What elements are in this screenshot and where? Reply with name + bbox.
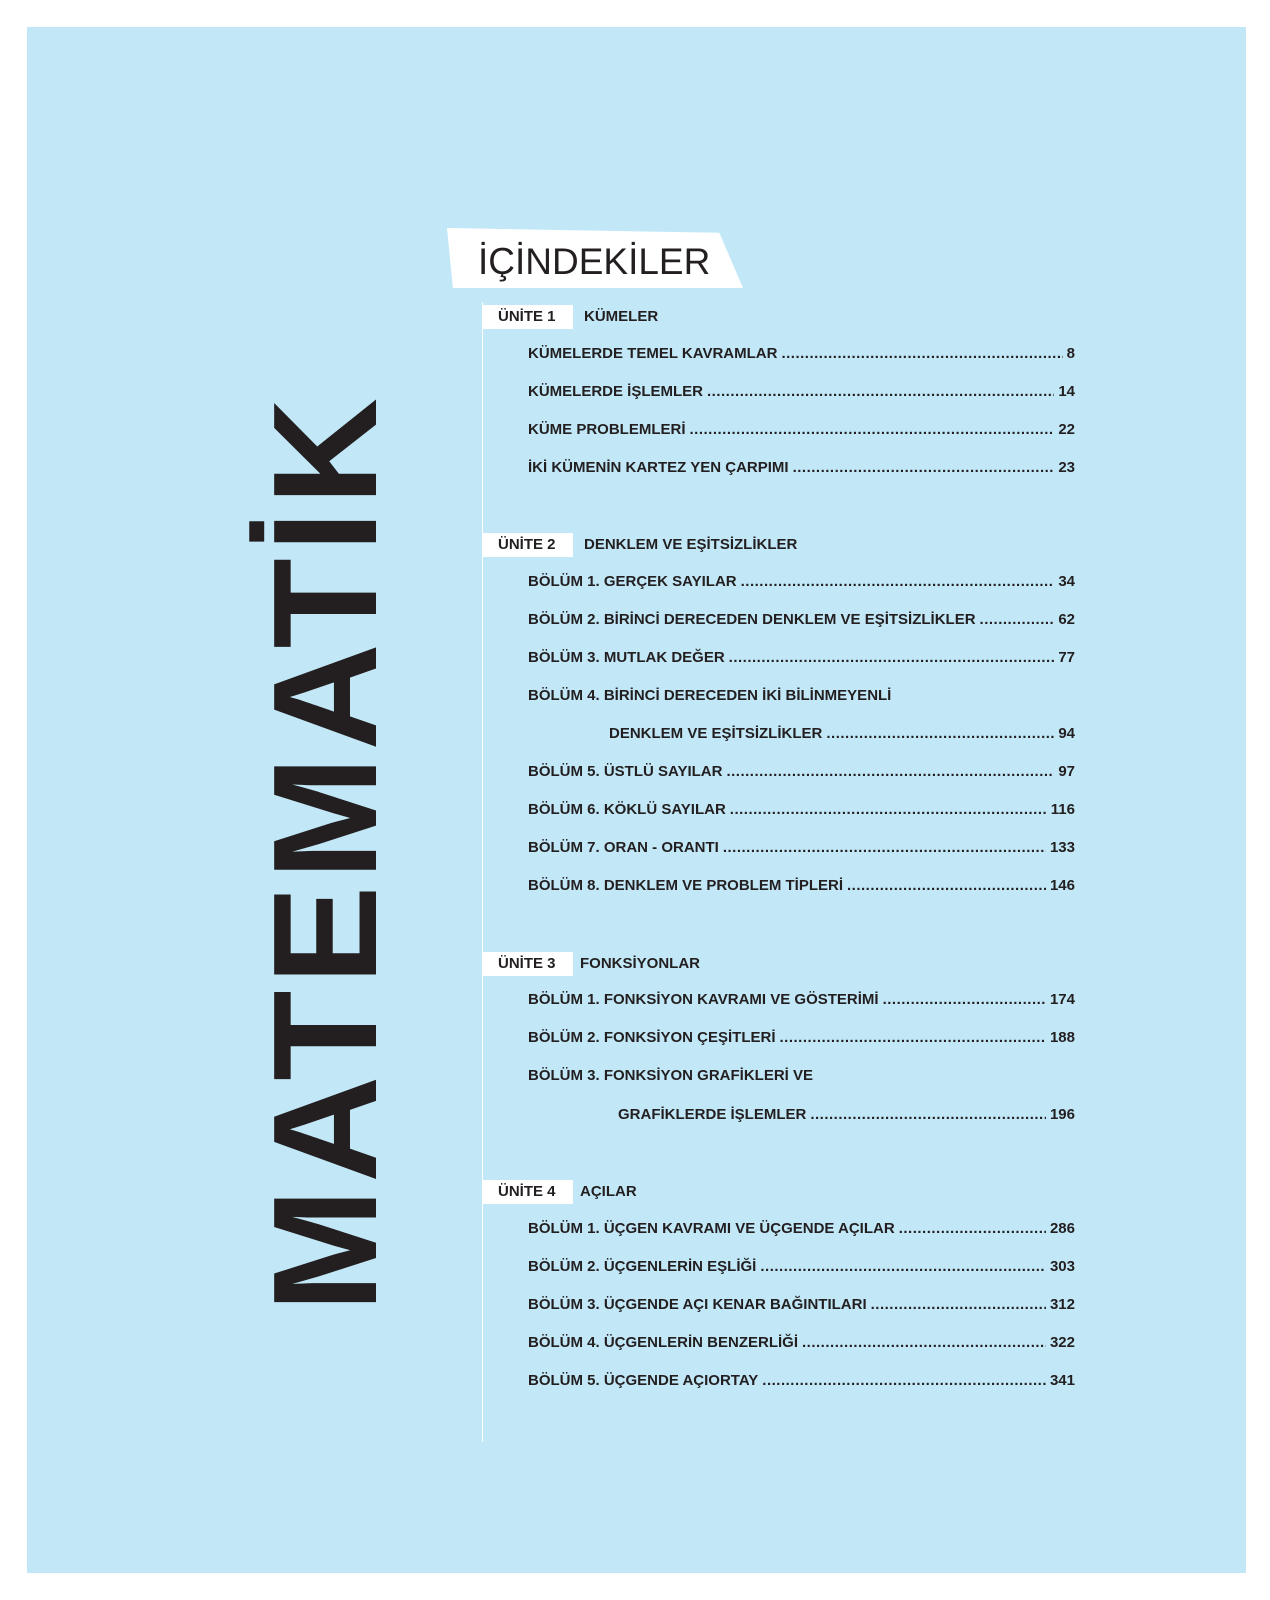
toc-entry-page: 341 xyxy=(1049,1372,1075,1389)
dot-leader xyxy=(899,1220,1046,1237)
toc-entry-page: 116 xyxy=(1050,801,1075,818)
toc-entry-label: BÖLÜM 7. ORAN - ORANTI xyxy=(528,839,719,856)
toc-entry-heading[interactable] xyxy=(528,687,891,707)
toc-entry-label: GRAFİKLERDE İŞLEMLER xyxy=(618,1106,807,1123)
contents-heading: İÇİNDEKİLER xyxy=(478,241,711,282)
unit-tag: ÜNİTE 3 xyxy=(483,952,573,976)
toc-entry-heading[interactable] xyxy=(528,1067,813,1087)
toc-entry[interactable] xyxy=(528,1220,1075,1240)
dot-leader xyxy=(726,763,1054,780)
toc-entry-label: BÖLÜM 2. ÜÇGENLERİN EŞLİĞİ xyxy=(528,1258,757,1275)
toc-entry[interactable] xyxy=(528,611,1075,631)
toc-entry[interactable] xyxy=(528,421,1075,441)
toc-entry[interactable] xyxy=(528,1106,1075,1126)
toc-entry-label: DENKLEM VE EŞİTSİZLİKLER xyxy=(609,725,823,742)
dot-leader xyxy=(793,459,1055,476)
toc-entry-label: BÖLÜM 4. ÜÇGENLERİN BENZERLİĞİ xyxy=(528,1334,799,1351)
toc-entry-label: BÖLÜM 8. DENKLEM VE PROBLEM TİPLERİ xyxy=(528,877,844,894)
toc-entry[interactable] xyxy=(528,459,1075,479)
toc-entry[interactable] xyxy=(528,839,1075,859)
toc-entry-page: 8 xyxy=(1066,345,1075,362)
toc-entry-label: BÖLÜM 2. FONKSİYON ÇEŞİTLERİ xyxy=(528,1029,776,1046)
toc-entry-label: BÖLÜM 6. KÖKLÜ SAYILAR xyxy=(528,801,726,818)
toc-entry-page: 312 xyxy=(1049,1296,1075,1313)
toc-entry[interactable] xyxy=(528,763,1075,783)
toc-entry[interactable] xyxy=(528,991,1075,1011)
toc-entry-page: 14 xyxy=(1058,383,1075,400)
unit-tag: ÜNİTE 2 xyxy=(483,533,573,557)
dot-leader xyxy=(723,839,1046,856)
toc-entry[interactable] xyxy=(528,725,1075,745)
dot-leader xyxy=(741,573,1055,590)
toc-entry[interactable] xyxy=(528,1296,1075,1316)
toc-entry-label: BÖLÜM 3. FONKSİYON GRAFİKLERİ VE xyxy=(528,1067,814,1084)
unit-tag: ÜNİTE 4 xyxy=(483,1180,573,1204)
toc-entry-label: BÖLÜM 1. FONKSİYON KAVRAMI VE GÖSTERİMİ xyxy=(528,991,879,1008)
toc-entry-page: 97 xyxy=(1058,763,1075,780)
unit-tag: ÜNİTE 1 xyxy=(483,305,573,329)
dot-leader xyxy=(980,611,1055,628)
toc-divider-line xyxy=(482,302,483,1442)
toc-entry[interactable] xyxy=(528,1029,1075,1049)
toc-entry-page: 286 xyxy=(1049,1220,1075,1237)
dot-leader xyxy=(883,991,1046,1008)
toc-entry-label: BÖLÜM 1. ÜÇGEN KAVRAMI VE ÜÇGENDE AÇILAR xyxy=(528,1220,895,1237)
toc-entry-page: 23 xyxy=(1058,459,1075,476)
dot-leader xyxy=(690,421,1055,438)
toc-entry[interactable] xyxy=(528,877,1075,897)
toc-entry-page: 303 xyxy=(1049,1258,1075,1275)
dot-leader xyxy=(729,649,1055,666)
toc-entry-label: KÜMELERDE TEMEL KAVRAMLAR xyxy=(528,345,778,362)
dot-leader xyxy=(847,877,1046,894)
toc-entry[interactable] xyxy=(528,383,1075,403)
unit-title: FONKSİYONLAR xyxy=(580,955,700,972)
toc-entry-page: 77 xyxy=(1058,649,1075,666)
toc-entry-page: 22 xyxy=(1058,421,1075,438)
dot-leader xyxy=(826,725,1054,742)
toc-entry-page: 34 xyxy=(1058,573,1075,590)
toc-entry-label: KÜMELERDE İŞLEMLER xyxy=(528,383,704,400)
dot-leader xyxy=(871,1296,1046,1313)
toc-entry-label: BÖLÜM 1. GERÇEK SAYILAR xyxy=(528,573,737,590)
dot-leader xyxy=(730,801,1047,818)
toc-entry-label: BÖLÜM 2. BİRİNCİ DERECEDEN DENKLEM VE EŞİTSİZLİKLER xyxy=(528,611,976,628)
toc-entry[interactable] xyxy=(528,1372,1075,1392)
dot-leader xyxy=(780,1029,1046,1046)
toc-entry-page: 133 xyxy=(1049,839,1075,856)
toc-entry-label: BÖLÜM 5. ÜSTLÜ SAYILAR xyxy=(528,763,723,780)
toc-entry-label: BÖLÜM 3. MUTLAK DEĞER xyxy=(528,649,725,666)
toc-entry-page: 146 xyxy=(1049,877,1075,894)
toc-entry[interactable] xyxy=(528,1334,1075,1354)
toc-entry-page: 174 xyxy=(1049,991,1075,1008)
toc-entry-page: 62 xyxy=(1058,611,1075,628)
toc-entry-page: 196 xyxy=(1049,1106,1075,1123)
toc-entry-page: 322 xyxy=(1049,1334,1075,1351)
toc-entry-page: 188 xyxy=(1049,1029,1075,1046)
toc-entry[interactable] xyxy=(528,649,1075,669)
dot-leader xyxy=(802,1334,1046,1351)
subject-title: MATEMATİK xyxy=(243,392,408,1312)
toc-entry-label: İKİ KÜMENİN KARTEZ YEN ÇARPIMI xyxy=(528,459,789,476)
toc-entry-page: 94 xyxy=(1058,725,1075,742)
toc-entry[interactable] xyxy=(528,1258,1075,1278)
toc-entry[interactable] xyxy=(528,345,1075,365)
dot-leader xyxy=(810,1106,1046,1123)
toc-entry-label: BÖLÜM 4. BİRİNCİ DERECEDEN İKİ BİLİNMEYENLİ xyxy=(528,687,892,704)
dot-leader xyxy=(760,1258,1046,1275)
toc-entry[interactable] xyxy=(528,801,1075,821)
dot-leader xyxy=(707,383,1054,400)
unit-title: AÇILAR xyxy=(580,1183,637,1200)
dot-leader xyxy=(762,1372,1046,1389)
toc-entry-label: BÖLÜM 3. ÜÇGENDE AÇI KENAR BAĞINTILARI xyxy=(528,1296,867,1313)
dot-leader xyxy=(781,345,1062,362)
toc-entry-label: KÜME PROBLEMLERİ xyxy=(528,421,686,438)
toc-entry[interactable] xyxy=(528,573,1075,593)
unit-title: DENKLEM VE EŞİTSİZLİKLER xyxy=(584,536,798,553)
toc-entry-label: BÖLÜM 5. ÜÇGENDE AÇIORTAY xyxy=(528,1372,759,1389)
unit-title: KÜMELER xyxy=(584,308,659,325)
